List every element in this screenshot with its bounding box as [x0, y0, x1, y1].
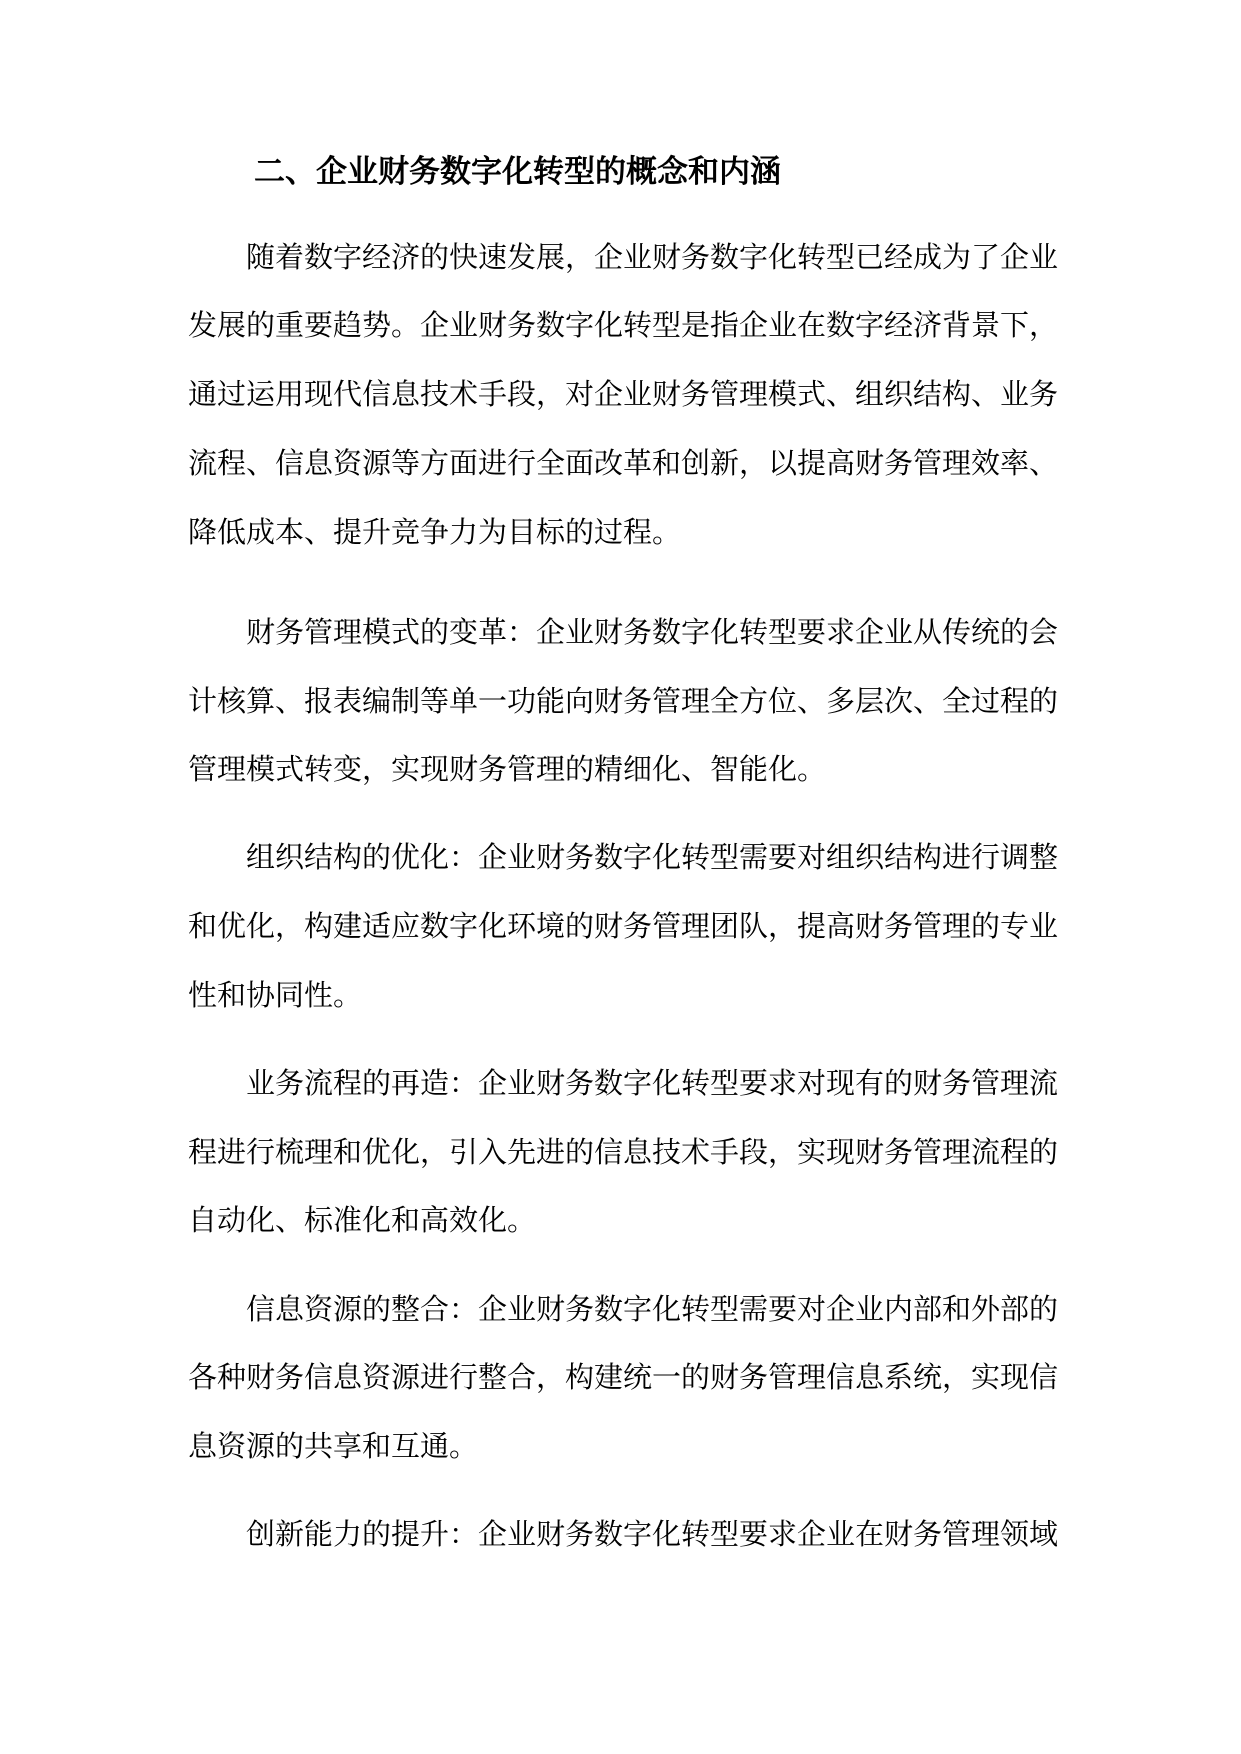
paragraph-line: 信息资源的整合：企业财务数字化转型需要对企业内部和外部的: [246, 1292, 1059, 1326]
paragraph-line: 发展的重要趋势。企业财务数字化转型是指企业在数字经济背景下，: [188, 308, 1059, 342]
paragraph-line: 财务管理模式的变革：企业财务数字化转型要求企业从传统的会: [246, 615, 1059, 649]
section-heading: 二、企业财务数字化转型的概念和内涵: [254, 154, 781, 190]
paragraph-line: 组织结构的优化：企业财务数字化转型需要对组织结构进行调整: [246, 840, 1059, 874]
paragraph-line: 计核算、报表编制等单一功能向财务管理全方位、多层次、全过程的: [188, 684, 1059, 718]
paragraph-line: 创新能力的提升：企业财务数字化转型要求企业在财务管理领域: [246, 1517, 1059, 1551]
paragraph-line: 降低成本、提升竞争力为目标的过程。: [188, 515, 682, 549]
paragraph-line: 和优化，构建适应数字化环境的财务管理团队，提高财务管理的专业: [188, 909, 1059, 943]
paragraph-line: 息资源的共享和互通。: [188, 1429, 479, 1463]
paragraph-line: 流程、信息资源等方面进行全面改革和创新，以提高财务管理效率、: [188, 446, 1059, 480]
paragraph-line: 各种财务信息资源进行整合，构建统一的财务管理信息系统，实现信: [188, 1360, 1059, 1394]
paragraph-line: 业务流程的再造：企业财务数字化转型要求对现有的财务管理流: [246, 1066, 1059, 1100]
paragraph-line: 程进行梳理和优化，引入先进的信息技术手段，实现财务管理流程的: [188, 1135, 1059, 1169]
paragraph-line: 随着数字经济的快速发展，企业财务数字化转型已经成为了企业: [246, 240, 1059, 274]
paragraph-line: 管理模式转变，实现财务管理的精细化、智能化。: [188, 752, 827, 786]
paragraph-line: 通过运用现代信息技术手段，对企业财务管理模式、组织结构、业务: [188, 377, 1059, 411]
paragraph-line: 自动化、标准化和高效化。: [188, 1203, 537, 1237]
paragraph-line: 性和协同性。: [188, 978, 363, 1012]
